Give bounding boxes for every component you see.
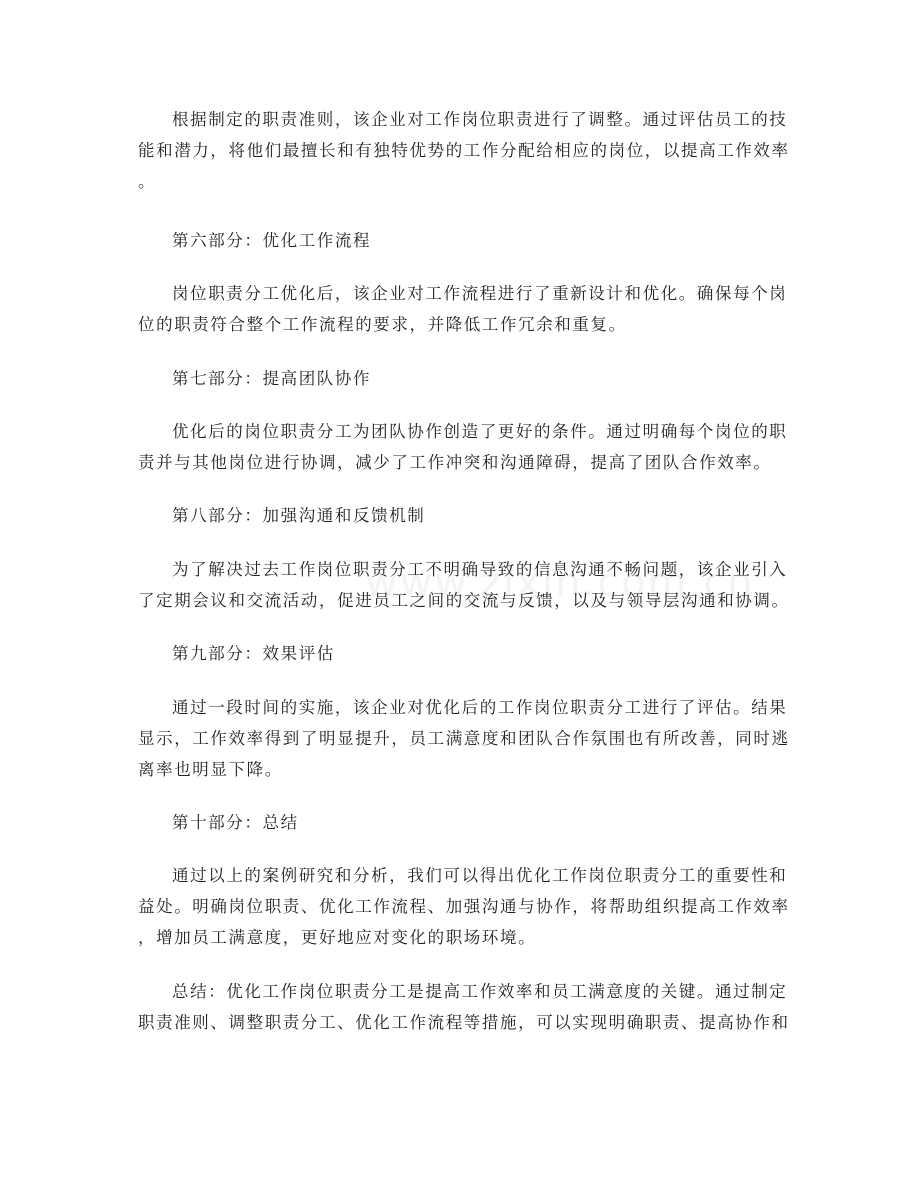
section-heading: 第六部分：优化工作流程: [172, 231, 372, 250]
paragraph-line: 责并与其他岗位进行协调，减少了工作冲突和沟通障碍，提高了团队合作效率。: [138, 453, 772, 472]
section-heading: 第十部分：总结: [172, 813, 299, 832]
section-heading: 第七部分：提高团队协作: [172, 369, 372, 388]
paragraph-line: 。: [138, 172, 157, 191]
paragraph-line: 显示，工作效率得到了明显提升，员工满意度和团队合作氛围也有所改善，同时逃: [138, 729, 790, 748]
section-heading: 第八部分：加强沟通和反馈机制: [172, 506, 426, 525]
section-heading: 第九部分：效果评估: [172, 644, 335, 663]
paragraph-line: 益处。明确岗位职责、优化工作流程、加强沟通与协作，将帮助组织提高工作效率: [138, 897, 790, 916]
paragraph-line: 岗位职责分工优化后，该企业对工作流程进行了重新设计和优化。确保每个岗: [172, 284, 788, 303]
paragraph-line: 根据制定的职责准则，该企业对工作岗位职责进行了调整。通过评估员工的技: [172, 110, 788, 129]
paragraph-line: 通过以上的案例研究和分析，我们可以得出优化工作岗位职责分工的重要性和: [172, 866, 788, 885]
paragraph-line: ，增加员工满意度，更好地应对变化的职场环境。: [138, 928, 537, 947]
paragraph-line: 优化后的岗位职责分工为团队协作创造了更好的条件。通过明确每个岗位的职: [172, 422, 788, 441]
paragraph-line: 能和潜力，将他们最擅长和有独特优势的工作分配给相应的岗位，以提高工作效率: [138, 141, 790, 160]
paragraph-line: 通过一段时间的实施，该企业对优化后的工作岗位职责分工进行了评估。结果: [172, 698, 788, 717]
paragraph-line: 职责准则、调整职责分工、优化工作流程等措施，可以实现明确职责、提高协作和: [138, 1013, 790, 1032]
paragraph-line: 了定期会议和交流活动，促进员工之间的交流与反馈，以及与领导层沟通和协调。: [138, 591, 790, 610]
paragraph-line: 离率也明显下降。: [138, 760, 283, 779]
paragraph-line: 总结：优化工作岗位职责分工是提高工作效率和员工满意度的关键。通过制定: [172, 982, 788, 1001]
paragraph-line: 位的职责符合整个工作流程的要求，并降低工作冗余和重复。: [138, 315, 627, 334]
paragraph-line: 为了解决过去工作岗位职责分工不明确导致的信息沟通不畅问题，该企业引入: [172, 560, 788, 579]
